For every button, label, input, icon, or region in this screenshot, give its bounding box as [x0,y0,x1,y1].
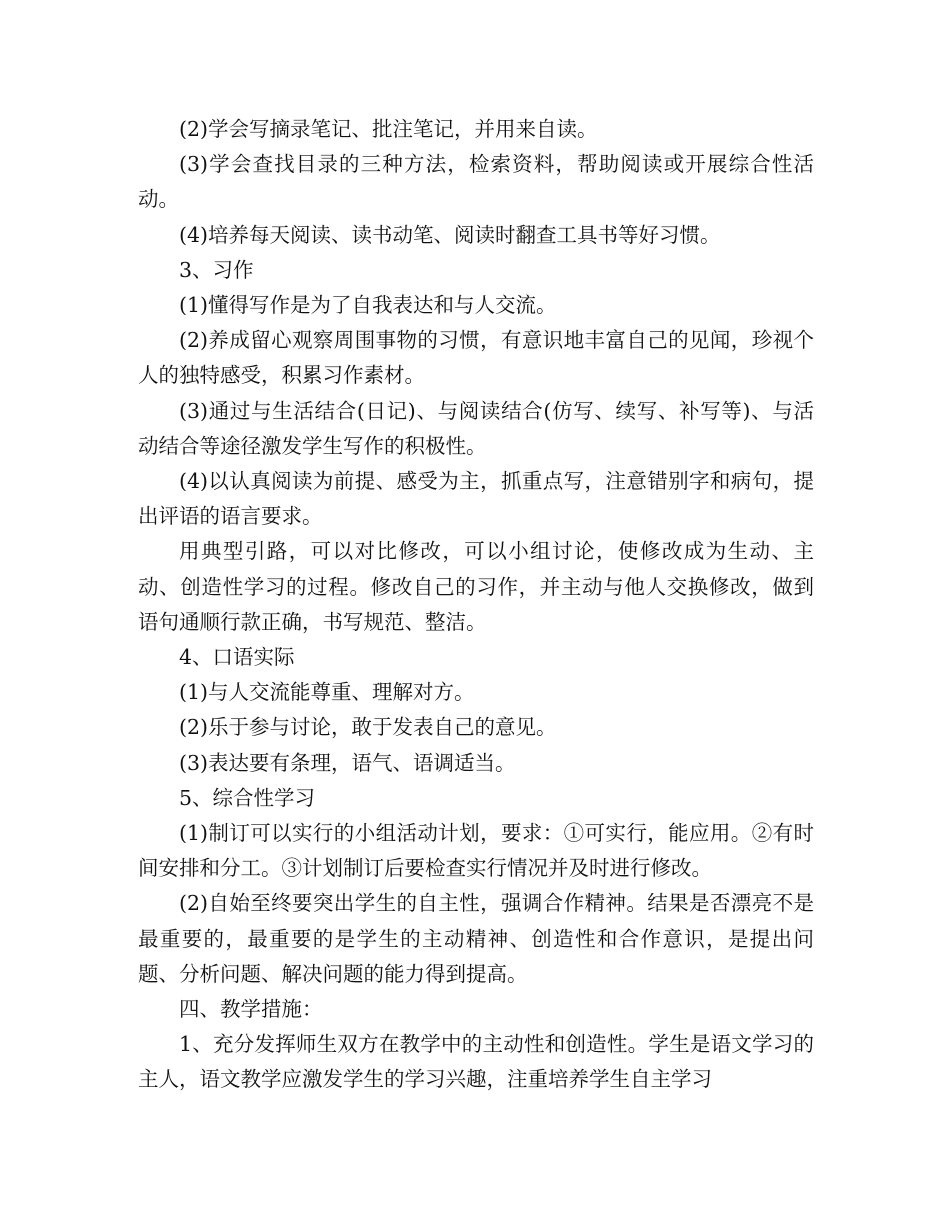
paragraph: (3)学会查找目录的三种方法，检索资料，帮助阅读或开展综合性活动。 [138,152,814,212]
paragraph: (2)养成留心观察周围事物的习惯，有意识地丰富自己的见闻，珍视个人的独特感受，积累习作素材。 [138,328,814,388]
section-heading: 3、习作 [179,257,254,282]
paragraph: (1)懂得写作是为了自我表达和与人交流。 [179,293,557,318]
paragraph: (2)乐于参与讨论，敢于发表自己的意见。 [179,715,557,740]
paragraph: 1、充分发挥师生双方在教学中的主动性和创造性。学生是语文学习的主人，语文教学应激发学生的学习兴趣，注重培养学生自主学习 [138,1032,814,1092]
paragraph: (2)学会写摘录笔记、批注笔记，并用来自读。 [179,117,598,141]
paragraph: (4)以认真阅读为前提、感受为主，抓重点写，注意错别字和病句，提出评语的语言要求。 [138,469,814,529]
section-heading: 四、教学措施： [179,997,323,1022]
paragraph: (1)制订可以实行的小组活动计划，要求：①可实行，能应用。②有时间安排和分工。③计划制订后要检查实行情况并及时进行修改。 [138,821,814,881]
section-heading: 5、综合性学习 [179,785,316,810]
paragraph: 用典型引路，可以对比修改，可以小组讨论，使修改成为生动、主动、创造性学习的过程。修改自己的习作，并主动与他人交换修改，做到语句通顺行款正确，书写规范、整洁。 [138,539,814,634]
paragraph: (4)培养每天阅读、读书动笔、阅读时翻查工具书等好习惯。 [179,222,721,247]
paragraph: (3)表达要有条理，语气、语调适当。 [179,750,516,775]
section-heading: 4、口语实际 [179,645,295,670]
paragraph: (2)自始至终要突出学生的自主性，强调合作精神。结果是否漂亮不是最重要的，最重要的是学生的主动精神、创造性和合作意识，是提出问题、分析问题、解决问题的能力得到提高。 [138,891,814,986]
paragraph: (3)通过与生活结合(日记)、与阅读结合(仿写、续写、补写等)、与活动结合等途径激发学生写作的积极性。 [138,398,814,458]
paragraph: (1)与人交流能尊重、理解对方。 [179,680,475,705]
document-body [138,112,814,1098]
